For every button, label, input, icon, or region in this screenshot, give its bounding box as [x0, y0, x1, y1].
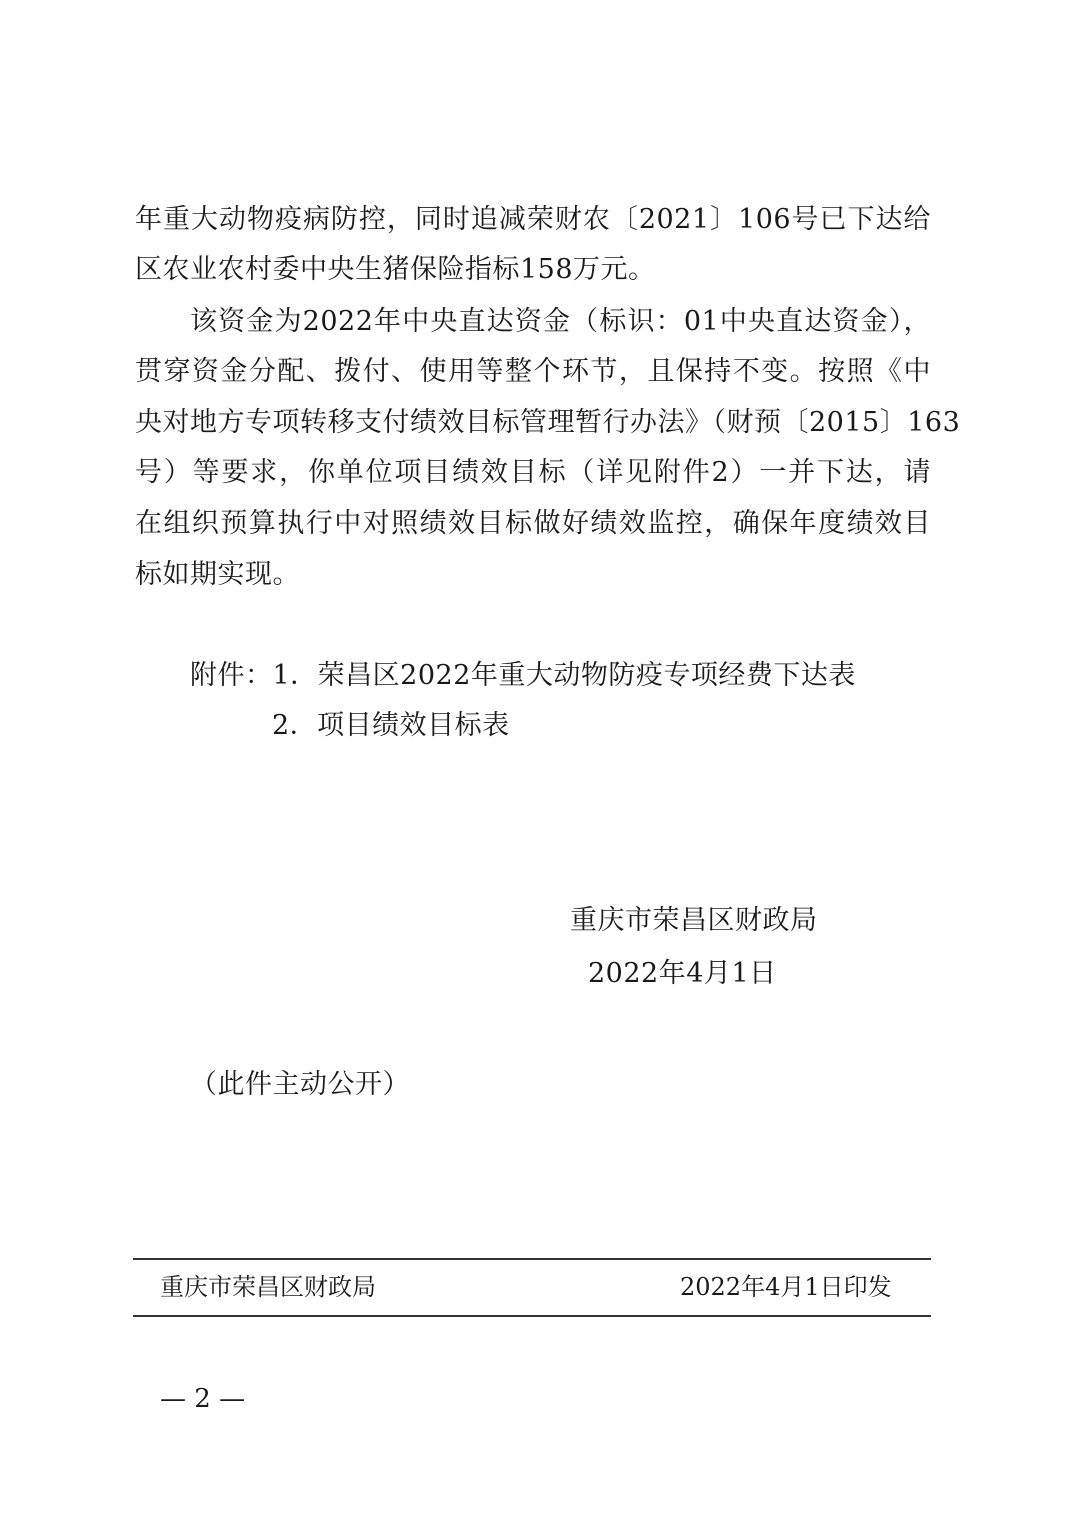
body-line-2: 区农业农村委中央生猪保险指标158万元。: [135, 254, 656, 285]
disclosure-note: （此件主动公开）: [190, 1069, 410, 1100]
attachment-line-1: 附件：1．荣昌区2022年重大动物防疫专项经费下达表: [190, 660, 856, 691]
body-line-3: 该资金为2022年中央直达资金（标识：01中央直达资金），: [190, 306, 931, 337]
signature-date: 2022年4月1日: [588, 958, 777, 989]
footer-rule-bottom: [133, 1315, 931, 1317]
signature-org: 重庆市荣昌区财政局: [570, 905, 818, 936]
attachment-line-2: 2．项目绩效目标表: [272, 710, 510, 741]
body-line-6: 号）等要求，你单位项目绩效目标（详见附件2）一并下达，请: [135, 457, 931, 488]
footer-rule-top: [133, 1258, 931, 1260]
footer-issued-date: 2022年4月1日印发: [680, 1273, 892, 1301]
body-line-7: 在组织预算执行中对照绩效目标做好绩效监控，确保年度绩效目: [135, 508, 931, 539]
body-line-8: 标如期实现。: [135, 559, 300, 590]
page-number: — 2 —: [160, 1384, 246, 1414]
body-line-5: 央对地方专项转移支付绩效目标管理暂行办法》（财预〔2015〕163: [135, 407, 961, 438]
body-line-1: 年重大动物疫病防控，同时追减荣财农〔2021〕106号已下达给: [135, 204, 931, 235]
body-line-4: 贯穿资金分配、拨付、使用等整个环节，且保持不变。按照《中: [135, 356, 931, 387]
footer-issuer: 重庆市荣昌区财政局: [160, 1273, 376, 1301]
